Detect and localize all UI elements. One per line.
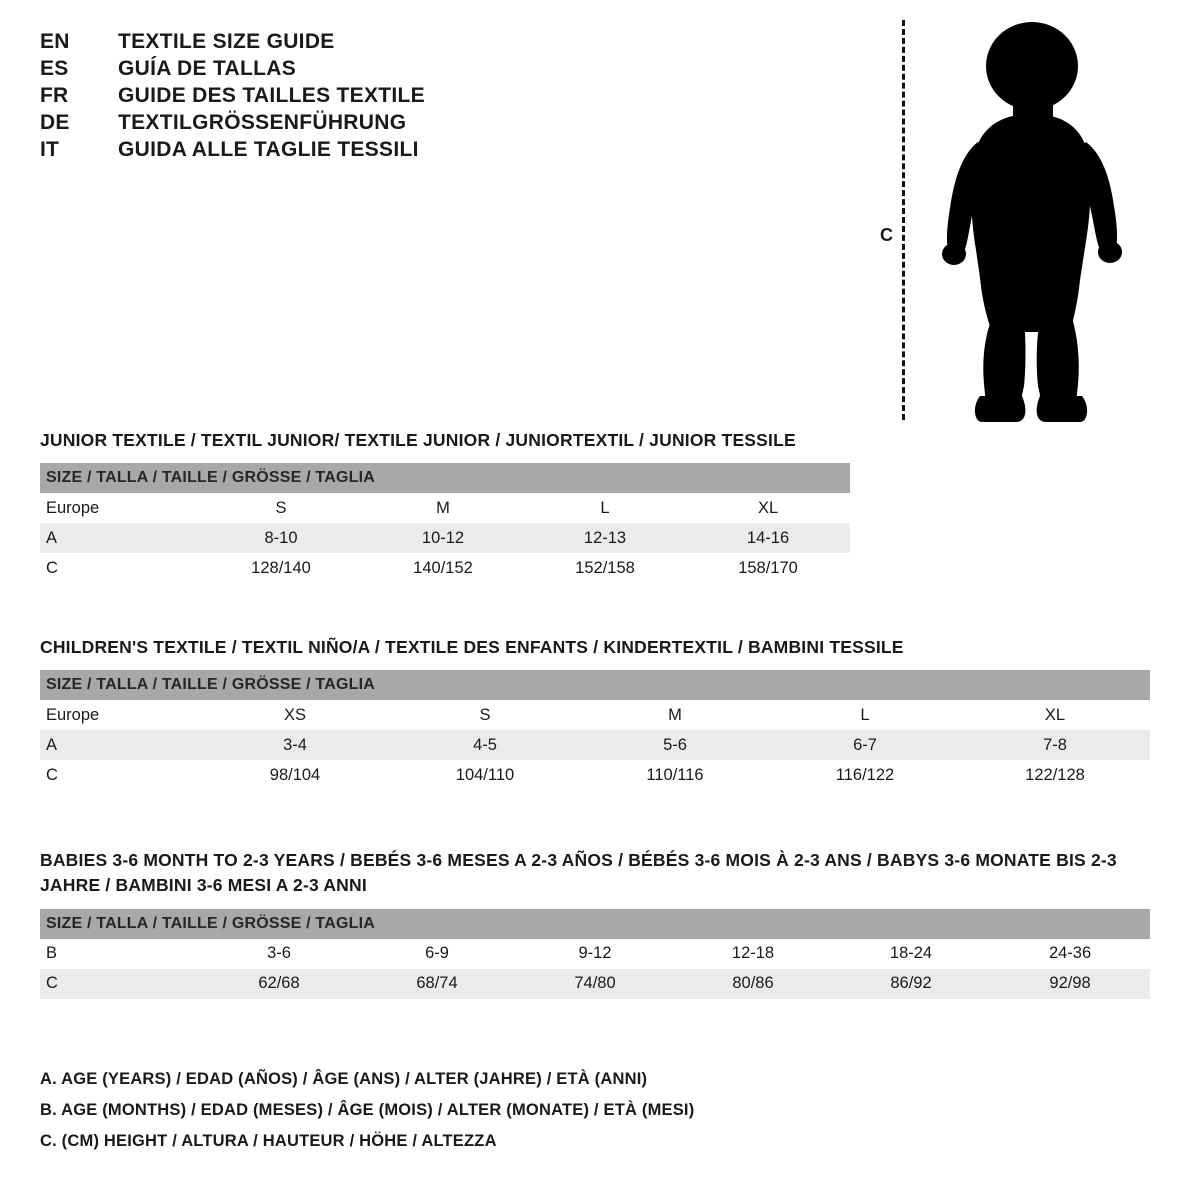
cell: 9-12	[578, 944, 612, 963]
row-label: C	[46, 765, 58, 784]
cell: 152/158	[575, 558, 635, 577]
cell: XS	[283, 705, 306, 724]
title-lang-fr: FR	[40, 84, 69, 107]
babies-band-label: SIZE / TALLA / TAILLE / GRÖSSE / TAGLIA	[40, 909, 1150, 939]
cell: 12-13	[583, 528, 627, 547]
row-label: Europe	[46, 705, 100, 724]
cell: XL	[1044, 705, 1066, 724]
table-row	[40, 553, 850, 583]
row-label: Europe	[46, 498, 100, 517]
cell: 6-7	[853, 735, 877, 754]
footnote-b: B. AGE (MONTHS) / EDAD (MESES) / ÂGE (MOIS) / ALTER (MONATE) / ETÀ (MESI)	[40, 1101, 695, 1119]
title-row	[40, 111, 660, 135]
row-label: B	[46, 944, 58, 963]
cell: 12-18	[731, 944, 775, 963]
cell: 14-16	[746, 528, 790, 547]
cell: XL	[757, 498, 779, 517]
cell: 92/98	[1049, 974, 1091, 993]
cell: 68/74	[416, 974, 458, 993]
table-band-row	[40, 909, 1150, 939]
section-babies	[40, 848, 1160, 999]
cell: S	[275, 498, 287, 517]
cell: 3-6	[267, 944, 291, 963]
footnote-a: A. AGE (YEARS) / EDAD (AÑOS) / ÂGE (ANS) / ALTER (JAHRE) / ETÀ (ANNI)	[40, 1070, 648, 1088]
height-dashed-line	[902, 20, 905, 420]
cell: 8-10	[264, 528, 298, 547]
title-lang-it: IT	[40, 138, 60, 161]
title-lang-es: ES	[40, 57, 69, 80]
cell: L	[860, 705, 870, 724]
table-row	[40, 523, 850, 553]
cell: 140/152	[413, 558, 473, 577]
section-title-babies: BABIES 3-6 MONTH TO 2-3 YEARS / BEBÉS 3-6 MESES A 2-3 AÑOS / BÉBÉS 3-6 MOIS À 2-3 ANS / BABYS 3-6 MONATE BIS 2-3 JAHRE / BAMBINI 3-6 MESI A 2-3 ANNI	[40, 850, 1117, 896]
table-band-row	[40, 670, 1150, 700]
section-children	[40, 635, 1160, 790]
title-text-it: GUIDA ALLE TAGLIE TESSILI	[118, 138, 419, 161]
cell: 86/92	[890, 974, 932, 993]
title-lang-de: DE	[40, 111, 70, 134]
row-label: A	[46, 528, 58, 547]
cell: 18-24	[889, 944, 933, 963]
table-row	[40, 730, 1150, 760]
cell: 4-5	[473, 735, 497, 754]
babies-size-table	[40, 909, 1150, 999]
toddler-silhouette-icon	[920, 18, 1135, 428]
title-lang-en: EN	[40, 30, 70, 53]
cell: 110/116	[646, 765, 704, 784]
row-label: A	[46, 735, 58, 754]
cell: 122/128	[1025, 765, 1085, 784]
title-text-fr: GUIDE DES TAILLES TEXTILE	[118, 84, 425, 107]
row-label: C	[46, 974, 58, 993]
cell: 10-12	[421, 528, 465, 547]
table-row	[40, 700, 1150, 730]
table-row	[40, 969, 1150, 999]
title-text-en: TEXTILE SIZE GUIDE	[118, 30, 335, 53]
children-band-label: SIZE / TALLA / TAILLE / GRÖSSE / TAGLIA	[40, 670, 1150, 700]
cell: 62/68	[258, 974, 300, 993]
footnote-c: C. (CM) HEIGHT / ALTURA / HAUTEUR / HÖHE / ALTEZZA	[40, 1132, 497, 1150]
cell: 104/110	[455, 765, 515, 784]
cell: 3-4	[283, 735, 307, 754]
table-row	[40, 760, 1150, 790]
cell: 116/122	[835, 765, 895, 784]
cell: 128/140	[251, 558, 311, 577]
cell: L	[600, 498, 610, 517]
title-row	[40, 57, 660, 81]
cell: 5-6	[663, 735, 687, 754]
section-title-children: CHILDREN'S TEXTILE / TEXTIL NIÑO/A / TEXTILE DES ENFANTS / KINDERTEXTIL / BAMBINI TESSILE	[40, 637, 904, 657]
footnotes	[40, 1070, 1140, 1163]
title-row	[40, 84, 660, 108]
cell: 7-8	[1043, 735, 1067, 754]
junior-size-table	[40, 463, 850, 583]
cell: 158/170	[738, 558, 798, 577]
row-label: C	[46, 558, 58, 577]
cell: 80/86	[732, 974, 774, 993]
cell: 6-9	[425, 944, 449, 963]
title-row	[40, 138, 660, 162]
children-size-table	[40, 670, 1150, 790]
section-junior	[40, 428, 1160, 583]
title-row	[40, 30, 660, 54]
cell: S	[479, 705, 491, 724]
cell: M	[436, 498, 450, 517]
cell: 74/80	[574, 974, 616, 993]
table-row	[40, 493, 850, 523]
title-text-es: GUÍA DE TALLAS	[118, 57, 297, 80]
junior-band-label: SIZE / TALLA / TAILLE / GRÖSSE / TAGLIA	[40, 463, 850, 493]
height-axis-label: C	[880, 225, 893, 245]
table-band-row	[40, 463, 850, 493]
cell: 24-36	[1048, 944, 1092, 963]
section-title-junior: JUNIOR TEXTILE / TEXTIL JUNIOR/ TEXTILE JUNIOR / JUNIORTEXTIL / JUNIOR TESSILE	[40, 430, 796, 450]
cell: 98/104	[269, 765, 321, 784]
height-figure	[880, 10, 1140, 430]
table-row	[40, 939, 1150, 969]
title-block	[40, 30, 660, 165]
title-text-de: TEXTILGRÖSSENFÜHRUNG	[118, 111, 407, 134]
cell: M	[668, 705, 682, 724]
